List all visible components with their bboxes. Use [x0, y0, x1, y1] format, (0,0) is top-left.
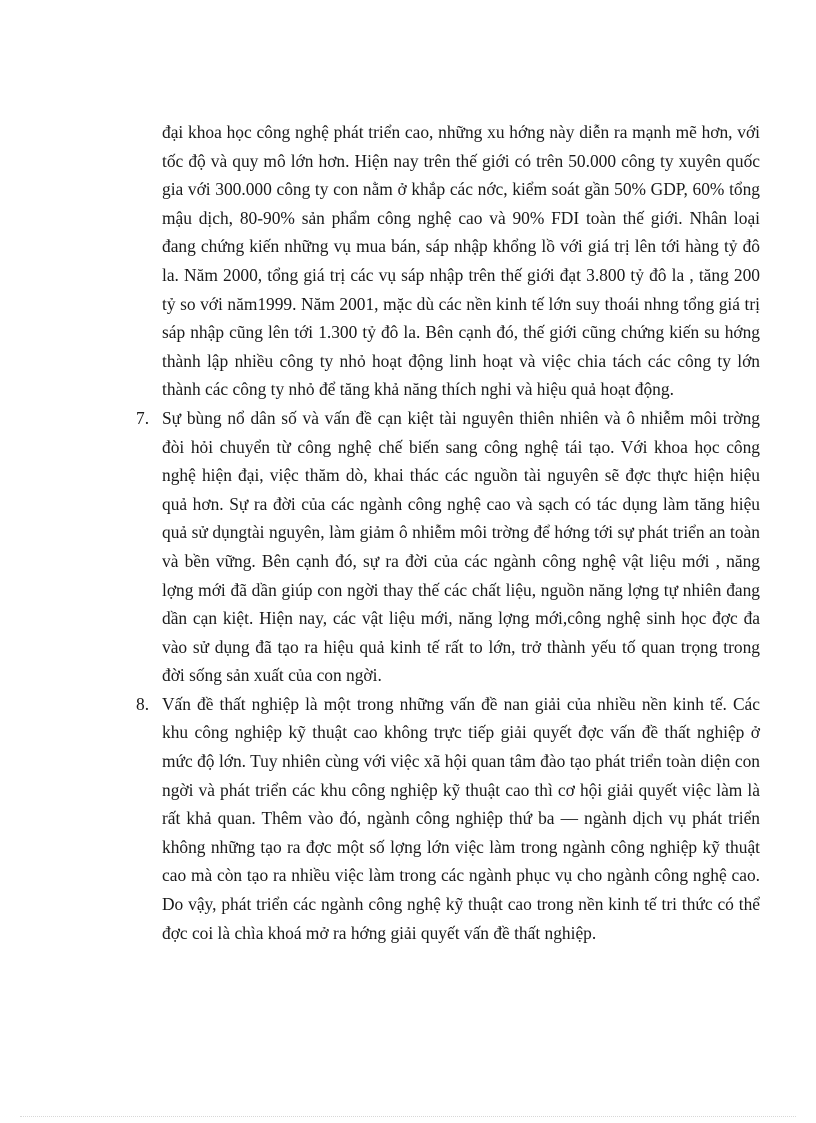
document-body — [136, 118, 760, 947]
list-number-8: 8. — [136, 693, 150, 714]
page-bottom-divider — [20, 1116, 796, 1117]
list-text-8: Vấn đề thất nghiệp là một trong những vấn đề nan giải của nhiều nền kinh tế. Các khu công nghiệp kỹ thuật cao không trực tiếp giải quyết đợc vấn đề thất nghiệp ở mức độ lớn. Tuy nhiên cùng với việc xã hội quan tâm đào tạo phát triển toàn diện con ngời và phát triển các khu công nghiệp kỹ thuật cao thì cơ hội giải quyết việc làm là rất khả quan. Thêm vào đó, ngành công nghiệp thứ ba — ngành dịch vụ phát triển không những tạo ra đợc một số lợng lớn việc làm trong ngành công nghiệp kỹ thuật cao mà còn tạo ra nhiều việc làm trong các ngành phục vụ cho ngành công nghệ cao. Do vậy, phát triển các ngành công nghệ kỹ thuật cao trong nền kinh tế tri thức có thể đợc coi là chìa khoá mở ra hớng giải quyết vấn đề thất nghiệp. — [162, 693, 760, 943]
list-item-7 — [136, 404, 760, 690]
continuation-paragraph: đại khoa học công nghệ phát triển cao, những xu hớng này diễn ra mạnh mẽ hơn, với tốc độ và quy mô lớn hơn. Hiện nay trên thế giới có trên 50.000 công ty xuyên quốc gia với 300.000 công ty con nằm ở khắp các nớc, kiểm soát gần 50% GDP, 60% tổng mậu dịch, 80-90% sản phẩm công nghệ cao và 90% FDI toàn thế giới. Nhân loại đang chứng kiến những vụ mua bán, sáp nhập khổng lồ với giá trị lên tới hàng tỷ đô la. Năm 2000, tổng giá trị các vụ sáp nhập trên thế giới đạt 3.800 tỷ đô la , tăng 200 tỷ so với năm1999. Năm 2001, mặc dù các nền kinh tế lớn suy thoái nhng tổng giá trị sáp nhập cũng lên tới 1.300 tỷ đô la. Bên cạnh đó, thế giới cũng chứng kiến su hớng thành lập nhiều công ty nhỏ hoạt động linh hoạt và việc chia tách các công ty lớn thành các công ty nhỏ để tăng khả năng thích nghi và hiệu quả hoạt động. — [162, 122, 760, 400]
list-text-7: Sự bùng nổ dân số và vấn đề cạn kiệt tài nguyên thiên nhiên và ô nhiễm môi trờng đòi hỏi chuyển từ công nghệ chế biến sang công nghệ tái tạo. Với khoa học công nghệ hiện đại, việc thăm dò, khai thác các nguồn tài nguyên sẽ đợc thực hiện hiệu quả hơn. Sự ra đời của các ngành công nghệ cao và sạch có tác dụng làm tăng hiệu quả sử dụngtài nguyên, làm giảm ô nhiễm môi trờng để hớng tới sự phát triển an toàn và bền vững. Bên cạnh đó, sự ra đời của các ngành công nghệ vật liệu mới , năng lợng mới đã dần giúp con ngời thay thế các chất liệu, nguồn năng lợng tự nhiên đang dần cạn kiệt. Hiện nay, các vật liệu mới, năng lợng mới,công nghệ sinh học đợc đa vào sử dụng đã tạo ra hiệu quả kinh tế rất to lớn, trở thành yếu tố quan trọng trong đời sống sản xuất của con ngời. — [162, 407, 760, 686]
list-number-7: 7. — [136, 407, 150, 428]
list-item-8 — [136, 690, 760, 947]
